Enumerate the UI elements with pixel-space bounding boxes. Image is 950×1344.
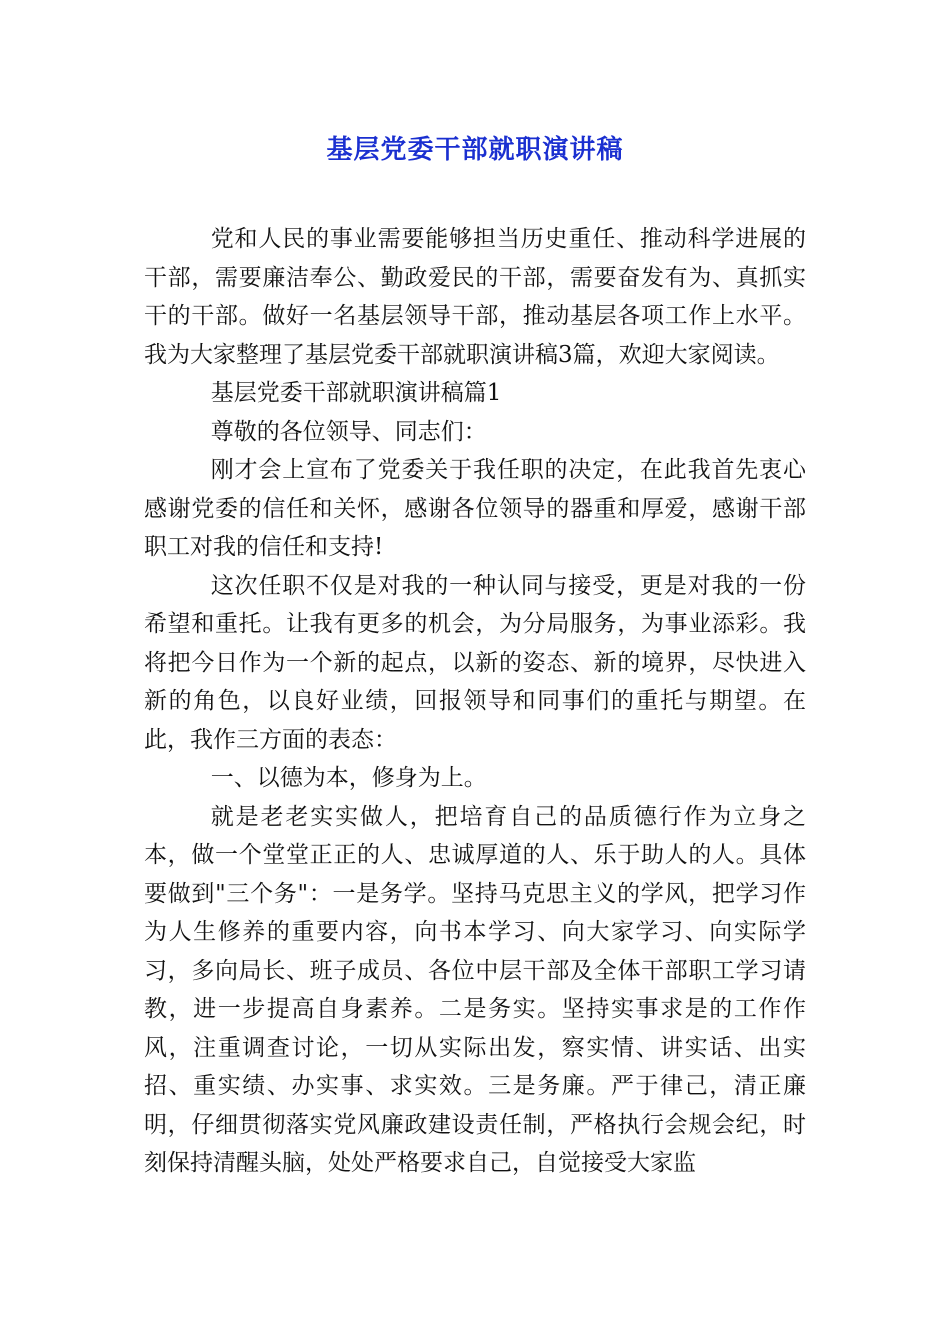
commitment-paragraph: 这次任职不仅是对我的一种认同与接受，更是对我的一份希望和重托。让我有更多的机会，为分局服务，为事业添彩。我将把今日作为一个新的起点，以新的姿态、新的境界，尽快进入新的角色，以良好业绩，回报领导和同事们的重托与期望。在此，我作三方面的表态：: [144, 572, 806, 753]
point-one-heading: 一、以德为本，修身为上。: [210, 765, 487, 791]
section-heading: 基层党委干部就职演讲稿篇1: [210, 380, 502, 406]
thanks-paragraph: 刚才会上宣布了党委关于我任职的决定，在此我首先衷心感谢党委的信任和关怀，感谢各位领导的器重和厚爱，感谢干部职工对我的信任和支持!: [144, 457, 806, 560]
document-body: [144, 220, 806, 1183]
document-title: 基层党委干部就职演讲稿: [326, 135, 624, 165]
intro-paragraph: 党和人民的事业需要能够担当历史重任、推动科学进展的干部，需要廉洁奉公、勤政爱民的干部，需要奋发有为、真抓实干的干部。做好一名基层领导干部，推动基层各项工作上水平。我为大家整理了基层党委干部就职演讲稿3篇，欢迎大家阅读。: [144, 226, 806, 368]
point-one-paragraph: 就是老老实实做人，把培育自己的品质德行作为立身之本，做一个堂堂正正的人、忠诚厚道的人、乐于助人的人。具体要做到"三个务"：一是务学。坚持马克思主义的学风，把学习作为人生修养的重要内容，向书本学习、向大家学习、向实际学习，多向局长、班子成员、各位中层干部及全体干部职工学习请教，进一步提高自身素养。二是务实。坚持实事求是的工作作风，注重调查讨论，一切从实际出发，察实情、讲实话、出实招、重实绩、办实事、求实效。三是务廉。严于律己，清正廉明，仔细贯彻落实党风廉政建设责任制，严格执行会规会纪，时刻保持清醒头脑，处处严格要求自己，自觉接受大家监: [144, 803, 806, 1176]
salutation-paragraph: 尊敬的各位领导、同志们：: [210, 418, 487, 445]
